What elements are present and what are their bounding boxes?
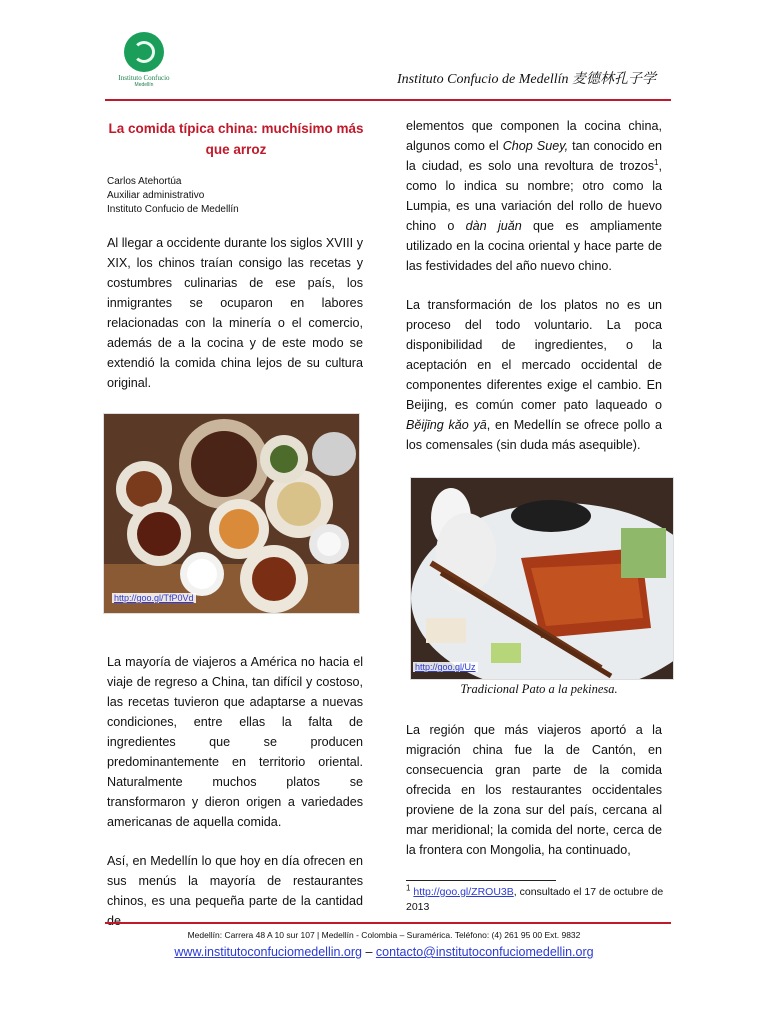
footer-address: Medellín: Carrera 48 A 10 sur 107 | Medellín - Colombia – Suramérica. Teléfono: (4) 261 95 00 Ext. 9832: [187, 930, 581, 940]
author-role: Auxiliar administrativo: [107, 190, 205, 201]
photo-source-link[interactable]: http://goo.gl/Uz: [415, 662, 476, 672]
paragraph-4: elementos que componen la cocina china, algunos como el Chop Suey, tan conocido en la ciudad, es solo una revoltura de trozos$^1$, como lo indica su nombre; otro como la Lumpia, es una variación del rollo de huevo chino o dàn juǎn que es ampliamente utilizado en la cocina oriental y hace parte de las festividades del año nuevo chino.: [406, 119, 662, 273]
email-link[interactable]: contacto@institutoconfuciomedellin.org: [375, 945, 594, 959]
footnote-divider: [406, 880, 556, 881]
header-institute-name: Instituto Confucio de Medellín 麦德林孔子学: [397, 72, 656, 87]
website-link[interactable]: www.institutoconfuciomedellin.org: [174, 945, 362, 959]
footer-contact: www.institutoconfuciomedellin.org – contacto@institutoconfuciomedellin.org: [174, 945, 594, 959]
footnote-ref[interactable]: 1: [654, 157, 659, 167]
paragraph-1: Al llegar a occidente durante los siglos XVIII y XIX, los chinos traían consigo las recetas y costumbres culinarias de ese país, los inmigrantes se ocuparon en labores relacionadas con la minería o el comercio, además de a la cocina y de este modo se extendió la comida china lejos de su cultura original.: [107, 236, 363, 390]
paragraph-6: La región que más viajeros aportó a la migración china fue la de Cantón, en consecuencia gran parte de la comida ofrecida en los restaurantes occidentales proviene de la zona sur del país, cercana al mar meridional; la comida del norte, cerca de la frontera con Mongolia, ha continuado,: [406, 723, 662, 857]
footer-divider: [105, 922, 671, 924]
duck-image: [411, 478, 673, 679]
author-block: [107, 175, 239, 217]
paragraph-5: La transformación de los platos no es un proceso del todo voluntario. La poca disponibilidad de ingredientes, o la aceptación en el mercado occidental de componentes diferentes exige el cambio. En Beijing, es común comer pato laqueado o Běijīng kǎo yā, en Medellín se ofrece pollo a los comensales (sin duda más asequible).: [406, 298, 662, 452]
photo-peking-duck: [410, 477, 674, 680]
paragraph-2: La mayoría de viajeros a América no hacia el viaje de regreso a China, tan difícil y costoso, las recetas tuvieron que adaptarse a nuevas condiciones, entre ellas la falta de ingredientes que se producen predominantemente en territorio oriental. Naturalmente muchos platos se transformaron y dieron origen a variedades americanas de aquella comida.: [107, 655, 363, 829]
footnote: $^1$ http://goo.gl/ZROU3B, consultado el 17 de octubre de 2013: [406, 883, 664, 913]
logo-subtitle: Medellín: [134, 82, 154, 88]
logo-emblem-icon: [124, 32, 164, 72]
author-name: Carlos Atehortúa: [107, 176, 182, 187]
header-divider: [105, 99, 671, 101]
institute-logo: [113, 32, 175, 92]
author-org: Instituto Confucio de Medellín: [107, 204, 239, 215]
dishes-image: [104, 414, 359, 613]
paragraph-3: Así, en Medellín lo que hoy en día ofrecen en sus menús la mayoría de restaurantes chinos, es una pequeña parte de la cantidad de: [107, 854, 363, 928]
logo-title: Instituto Confucio: [118, 74, 170, 82]
photo-caption: Tradicional Pato a la pekinesa.: [460, 682, 618, 696]
photo-chinese-dishes: [103, 413, 360, 614]
photo-source-link[interactable]: http://goo.gl/TfP0Vd: [114, 593, 194, 603]
article-title: La comida típica china: muchísimo más que arroz: [108, 121, 364, 157]
footnote-link[interactable]: http://goo.gl/ZROU3B: [413, 886, 514, 898]
